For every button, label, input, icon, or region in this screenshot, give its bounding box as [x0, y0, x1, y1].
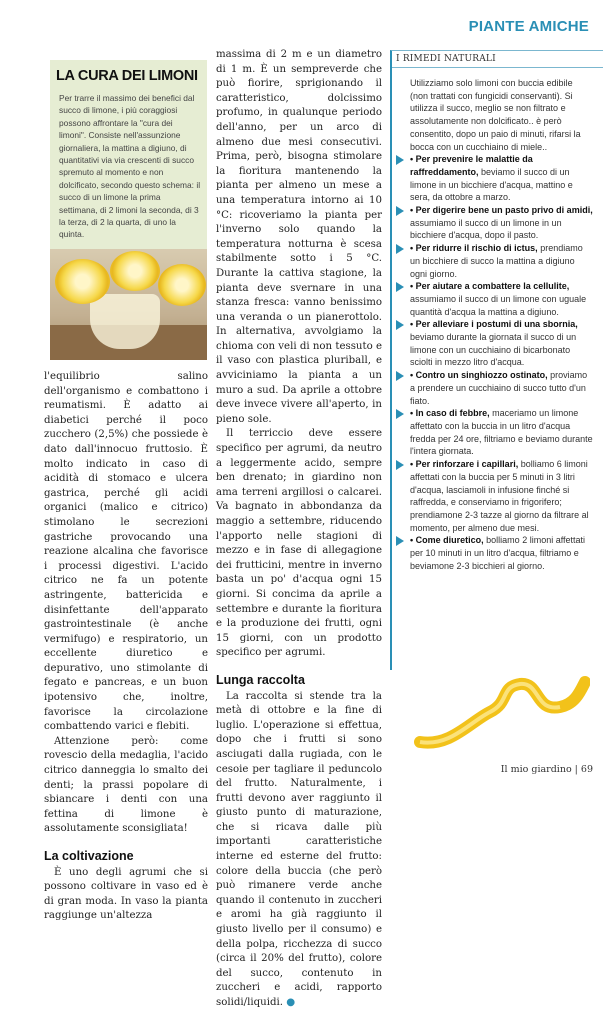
remedy-item [410, 458, 593, 534]
page-footer: Il mio giardino | 69 [500, 764, 593, 775]
lemon-peel-image [410, 672, 590, 757]
paragraph-text: La raccolta si stende tra la metà di ottobre e la fine di luglio. L'operazione si effettua, dopo che i frutti si sono asciugati dalla rugiada, con le cesoie per tagliare il peduncolo del frutto. Naturalmente, i frutti devono aver raggiunto il giusto punto di maturazione, che si ricava dalle più importanti caratteristiche interne ed esterne del frutto: colore della buccia (che però può rimanere verde anche quando il contenuto in zuccheri e aromi ha già raggiunto il giusto livello per il consumo) e della polpa, ricchezza di succo (circa il 20% del frutto), colore del succo, contenuto in zuccheri e acidi, rapporto solidi/liquidi. [216, 690, 382, 1008]
triangle-bullet-icon [396, 409, 404, 419]
triangle-bullet-icon [396, 244, 404, 254]
remedy-text: maceriamo un limone affettato con la buccia in un litro d'acqua fredda per 24 ore, filtriamo e beviamo durante l'intera giornata. [410, 408, 593, 457]
remedy-text: beviamo il succo di un limone in un bicchiere d'acqua, mattino e sera, da ottobre a marzo. [410, 166, 573, 203]
remedy-heading: • Come diuretico, [410, 535, 484, 546]
remedy-text: bolliamo 6 limoni affettati con la buccia per 5 minuti in 3 litri d'acqua, lasciamoli in infusione finché si raffredda, e conserviamo in frigorifero; prendiamone 2-3 tazze al giorno da filtrare al momento, per almeno due mesi. [410, 459, 589, 533]
article-column-1 [44, 370, 208, 924]
remedy-item [410, 280, 593, 318]
juice-glass [90, 294, 160, 349]
end-mark-icon: ● [286, 997, 296, 1008]
section-title: PIANTE AMICHE [468, 18, 589, 35]
remedy-heading: • Per ridurre il rischio di ictus, [410, 243, 538, 254]
remedy-heading: • Per rinforzare i capillari, [410, 459, 519, 470]
paragraph: massima di 2 m e un diametro di 1 m. È un sempreverde che può fiorire, sprigionando il caratteristico, dolcissimo profumo, in qualunque periodo dell'anno, per un arco di almeno due mesi consecutivi. Prima, però, bisogna stimolare la fioritura mantenendo la pianta per almeno un mese a una temperatura intorno ai 10 °C: ricoveriamo la pianta per l'inverno solo quando la temperatura notturna è scesa stabilmente sotto i 5 °C. Durante la cattiva stagione, la pianta deve svernare in una stanza fresca: vanno benissimo una veranda o un pianerottolo. In alternativa, avvolgiamo la chioma con veli di non tessuto e il vaso con plastica pluriball, e avviciniamo la pianta a un muro a sud. Da aprile a ottobre deve invece vivere all'aperto, in pieno sole. [216, 49, 382, 425]
remedy-item [410, 534, 593, 572]
paragraph: Il terriccio deve essere specifico per agrumi, da neutro a leggermente acido, sempre ben drenato; in giardino non ama terreni argillosi o calcarei. Va bagnato in abbondanza da maggio a settembre, riducendo l'apporto nelle stagioni di mezzo e in fase di allegagione dei frutticini, mentre in inverno basta un po' d'acqua ogni 15 giorni. Si concima da aprile a settembre e durante la fioritura e la produzione dei frutti, ogni 15 giorni, con un prodotto specifico per agrumi. [216, 428, 382, 659]
remedy-heading: • In caso di febbre, [410, 408, 490, 419]
remedy-item [410, 369, 593, 407]
subheading-cultivation: La coltivazione [44, 849, 134, 863]
remedy-heading: • Per alleviare i postumi di una sbornia, [410, 319, 578, 330]
natural-remedies-sidebar [390, 50, 603, 670]
lemon-juice-photo [50, 249, 207, 360]
triangle-bullet-icon [396, 536, 404, 546]
lemon-half [158, 264, 206, 306]
remedy-heading: • Contro un singhiozzo ostinato, [410, 370, 548, 381]
triangle-bullet-icon [396, 206, 404, 216]
triangle-bullet-icon [396, 282, 404, 292]
remedy-item [410, 407, 593, 458]
box-title: LA CURA DEI LIMONI [56, 68, 198, 84]
remedy-heading: • Per digerire bene un pasto privo di amidi, [410, 205, 593, 216]
paragraph [216, 690, 382, 1011]
remedy-text: assumiamo il succo di un limone in un bicchiere d'acqua, dopo il pasto. [410, 217, 562, 241]
remedy-text: assumiamo il succo di un limone con uguale quantità d'acqua la mattina a digiuno. [410, 293, 587, 317]
remedy-item [410, 242, 593, 280]
remedy-item [410, 204, 593, 242]
paragraph: l'equilibrio salino dell'organismo e combattono i reumatismi. È adatto ai diabetici perché il poco zucchero (2,5%) che possiede è dato dall'innocuo fruttosio. È molto indicato in caso di acidità di stomaco e ulcera gastrica, perché gli acidi organici (malico e citrico) stimolano le secrezioni gastriche provocando una reazione alcalina che favorisce i processi digestivi. L'acido citrico ne fa un potente astringente, battericida e disinfettante dell'apparato gastrointestinale (è anche vermifugo) e respiratorio, un eccellente diuretico e depurativo, uno stimolante di fegato e pancreas, e un buon ipotensivo che, inoltre, favorisce la circolazione combattendo varici e flebiti. [44, 371, 208, 733]
lemon-half [55, 259, 110, 304]
remedy-heading: • Per prevenire le malattie da raffreddamento, [410, 154, 533, 177]
sidebar-title: I RIMEDI NATURALI [392, 51, 603, 68]
paragraph: È uno degli agrumi che si possono coltivare in vaso ed è di gran moda. In vaso la pianta raggiunge un'altezza [44, 866, 208, 922]
remedy-text: bolliamo 2 limoni affettati per 10 minuti in un litro d'acqua, filtriamo e beviamone 2-3 bicchieri al giorno. [410, 535, 586, 571]
sidebar-intro: Utilizziamo solo limoni con buccia edibile (non trattati con fungicidi conservanti). Si utilizza il succo, meglio se non filtrato e assolutamente non dolcificato.. è però consentito, dopo un paio di minuti, rifarsi la bocca con un cucchiaino di miele.. [410, 78, 581, 152]
paragraph: Attenzione però: come rovescio della medaglia, l'acido citrico danneggia lo smalto dei denti; la prassi popolare di sbiancare i denti con una fettina di limone è assolutamente sconsigliata! [44, 735, 208, 835]
triangle-bullet-icon [396, 460, 404, 470]
lemon-cure-box [50, 60, 207, 360]
remedy-heading: • Per aiutare a combattere la cellulite, [410, 281, 570, 292]
triangle-bullet-icon [396, 371, 404, 381]
lemon-half [110, 251, 160, 291]
triangle-bullet-icon [396, 155, 404, 165]
remedy-text: beviamo durante la giornata il succo di un limone con un cucchiaino di bicarbonato sciolti in mezzo litro d'acqua. [410, 332, 577, 368]
remedy-text: prendiamo un bicchiere di succo la mattina a digiuno ogni giorno. [410, 243, 583, 279]
remedy-item [410, 153, 593, 204]
box-text: Per trarre il massimo dei benefici dal succo di limone, i più coraggiosi possono affrontare la "cura dei limoni". Consiste nell'assunzione giornaliera, la mattina a digiuno, di quantitativi via via crescenti di succo spremuto al momento e non dolcificato, secondo questo schema: il succo di un limone la prima settimana, di 2 limoni la seconda, di 3 la terza, di 2 la quarta, di uno la quinta. [59, 93, 201, 240]
article-column-2 [216, 48, 382, 1011]
remedy-text: proviamo a prendere un cucchiaino di succo tutto d'un fiato. [410, 370, 588, 406]
subheading-harvest: Lunga raccolta [216, 672, 305, 687]
triangle-bullet-icon [396, 320, 404, 330]
remedy-item [410, 318, 593, 369]
